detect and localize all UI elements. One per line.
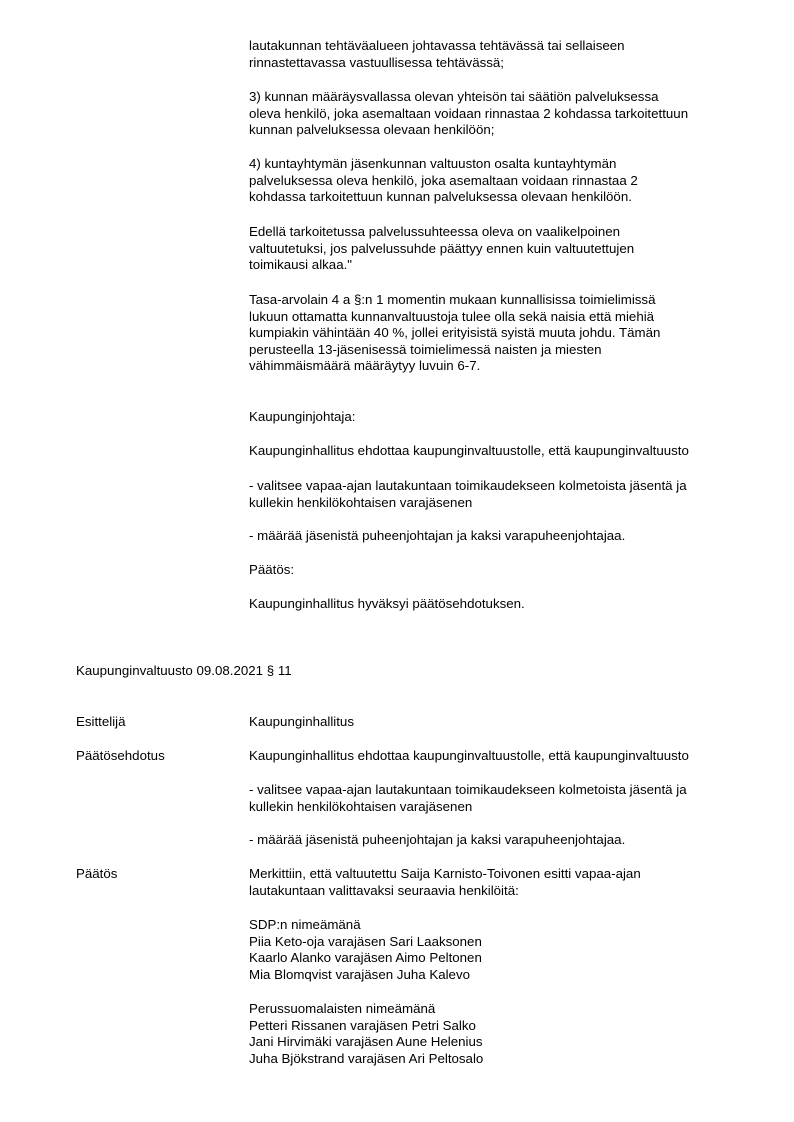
mayor-decision-label: Päätös: — [249, 562, 295, 577]
intro-paragraph-4: Edellä tarkoitetussa palvelussuhteessa oleva on vaalikelpoinen valtuutetuksi, jos palvelussuhde päättyy ennen kuin valtuutettujen toimikausi alkaa." — [249, 224, 635, 273]
list-item: Mia Blomqvist varajäsen Juha Kalevo — [249, 966, 470, 982]
council-proposal: Kaupunginhallitus ehdottaa kaupunginvaltuustolle, että kaupunginvaltuusto — [249, 748, 689, 763]
presenter-label: Esittelijä — [76, 714, 126, 729]
decision-label: Päätös — [76, 866, 118, 881]
list-item: Juha Bjökstrand varajäsen Ari Peltosalo — [249, 1050, 484, 1066]
council-item-2: - määrää jäsenistä puheenjohtajan ja kaksi varapuheenjohtajaa. — [249, 832, 626, 847]
mayor-item-2: - määrää jäsenistä puheenjohtajan ja kaksi varapuheenjohtajaa. — [249, 528, 626, 543]
council-item-1: - valitsee vapaa-ajan lautakuntaan toimikaudekseen kolmetoista jäsentä ja kullekin henkilökohtaisen varajäsenen — [249, 782, 687, 814]
mayor-decision: Kaupunginhallitus hyväksyi päätösehdotuksen. — [249, 596, 525, 611]
council-decision: Merkittiin, että valtuutettu Saija Karnisto-Toivonen esitti vapaa-ajan lautakuntaan valittavaksi seuraavia henkilöitä: — [249, 866, 641, 898]
intro-paragraph-5: Tasa-arvolain 4 a §:n 1 momentin mukaan kunnallisissa toimielimissä lukuun ottamatta kunnanvaltuustoja tulee olla sekä naisia että miehiä kumpiakin vähintään 40 %, jollei erityisistä syistä muuta johdu. Tämän perusteella 13-jäsenisessä toimielimessä naisten ja miesten vähimmäismäärä määräytyy luvuin 6-7. — [249, 292, 661, 374]
ps-heading: Perussuomalaisten nimeämänä — [249, 1001, 436, 1016]
list-item: Jani Hirvimäki varajäsen Aune Helenius — [249, 1034, 483, 1050]
mayor-heading: Kaupunginjohtaja: — [249, 409, 356, 424]
sdp-heading: SDP:n nimeämänä — [249, 917, 361, 932]
presenter-value: Kaupunginhallitus — [249, 714, 354, 729]
mayor-item-1: - valitsee vapaa-ajan lautakuntaan toimikaudekseen kolmetoista jäsentä ja kullekin henkilökohtaisen varajäsenen — [249, 478, 687, 510]
intro-paragraph-3: 4) kuntayhtymän jäsenkunnan valtuuston osalta kuntayhtymän palveluksessa oleva henkilö, joka asemaltaan voidaan rinnastaa 2 kohdassa tarkoitettuun kunnan palveluksessa olevaan henkilöön. — [249, 156, 638, 205]
intro-paragraph-1: lautakunnan tehtäväalueen johtavassa tehtävässä tai sellaiseen rinnastettavassa vastuullisessa tehtävässä; — [249, 38, 625, 70]
list-item: Petteri Rissanen varajäsen Petri Salko — [249, 1017, 476, 1033]
list-item: Piia Keto-oja varajäsen Sari Laaksonen — [249, 933, 482, 949]
mayor-proposal: Kaupunginhallitus ehdottaa kaupunginvaltuustolle, että kaupunginvaltuusto — [249, 443, 689, 458]
intro-paragraph-2: 3) kunnan määräysvallassa olevan yhteisön tai säätiön palveluksessa oleva henkilö, joka asemaltaan voidaan rinnastaa 2 kohdassa tarkoitettuun kunnan palveluksessa olevaan henkilöön; — [249, 89, 689, 138]
list-item: Kaarlo Alanko varajäsen Aimo Peltonen — [249, 950, 482, 966]
ps-group — [249, 1001, 749, 1067]
council-header: Kaupunginvaltuusto 09.08.2021 § 11 — [76, 663, 292, 678]
proposal-label: Päätösehdotus — [76, 748, 165, 763]
sdp-group — [249, 917, 749, 983]
